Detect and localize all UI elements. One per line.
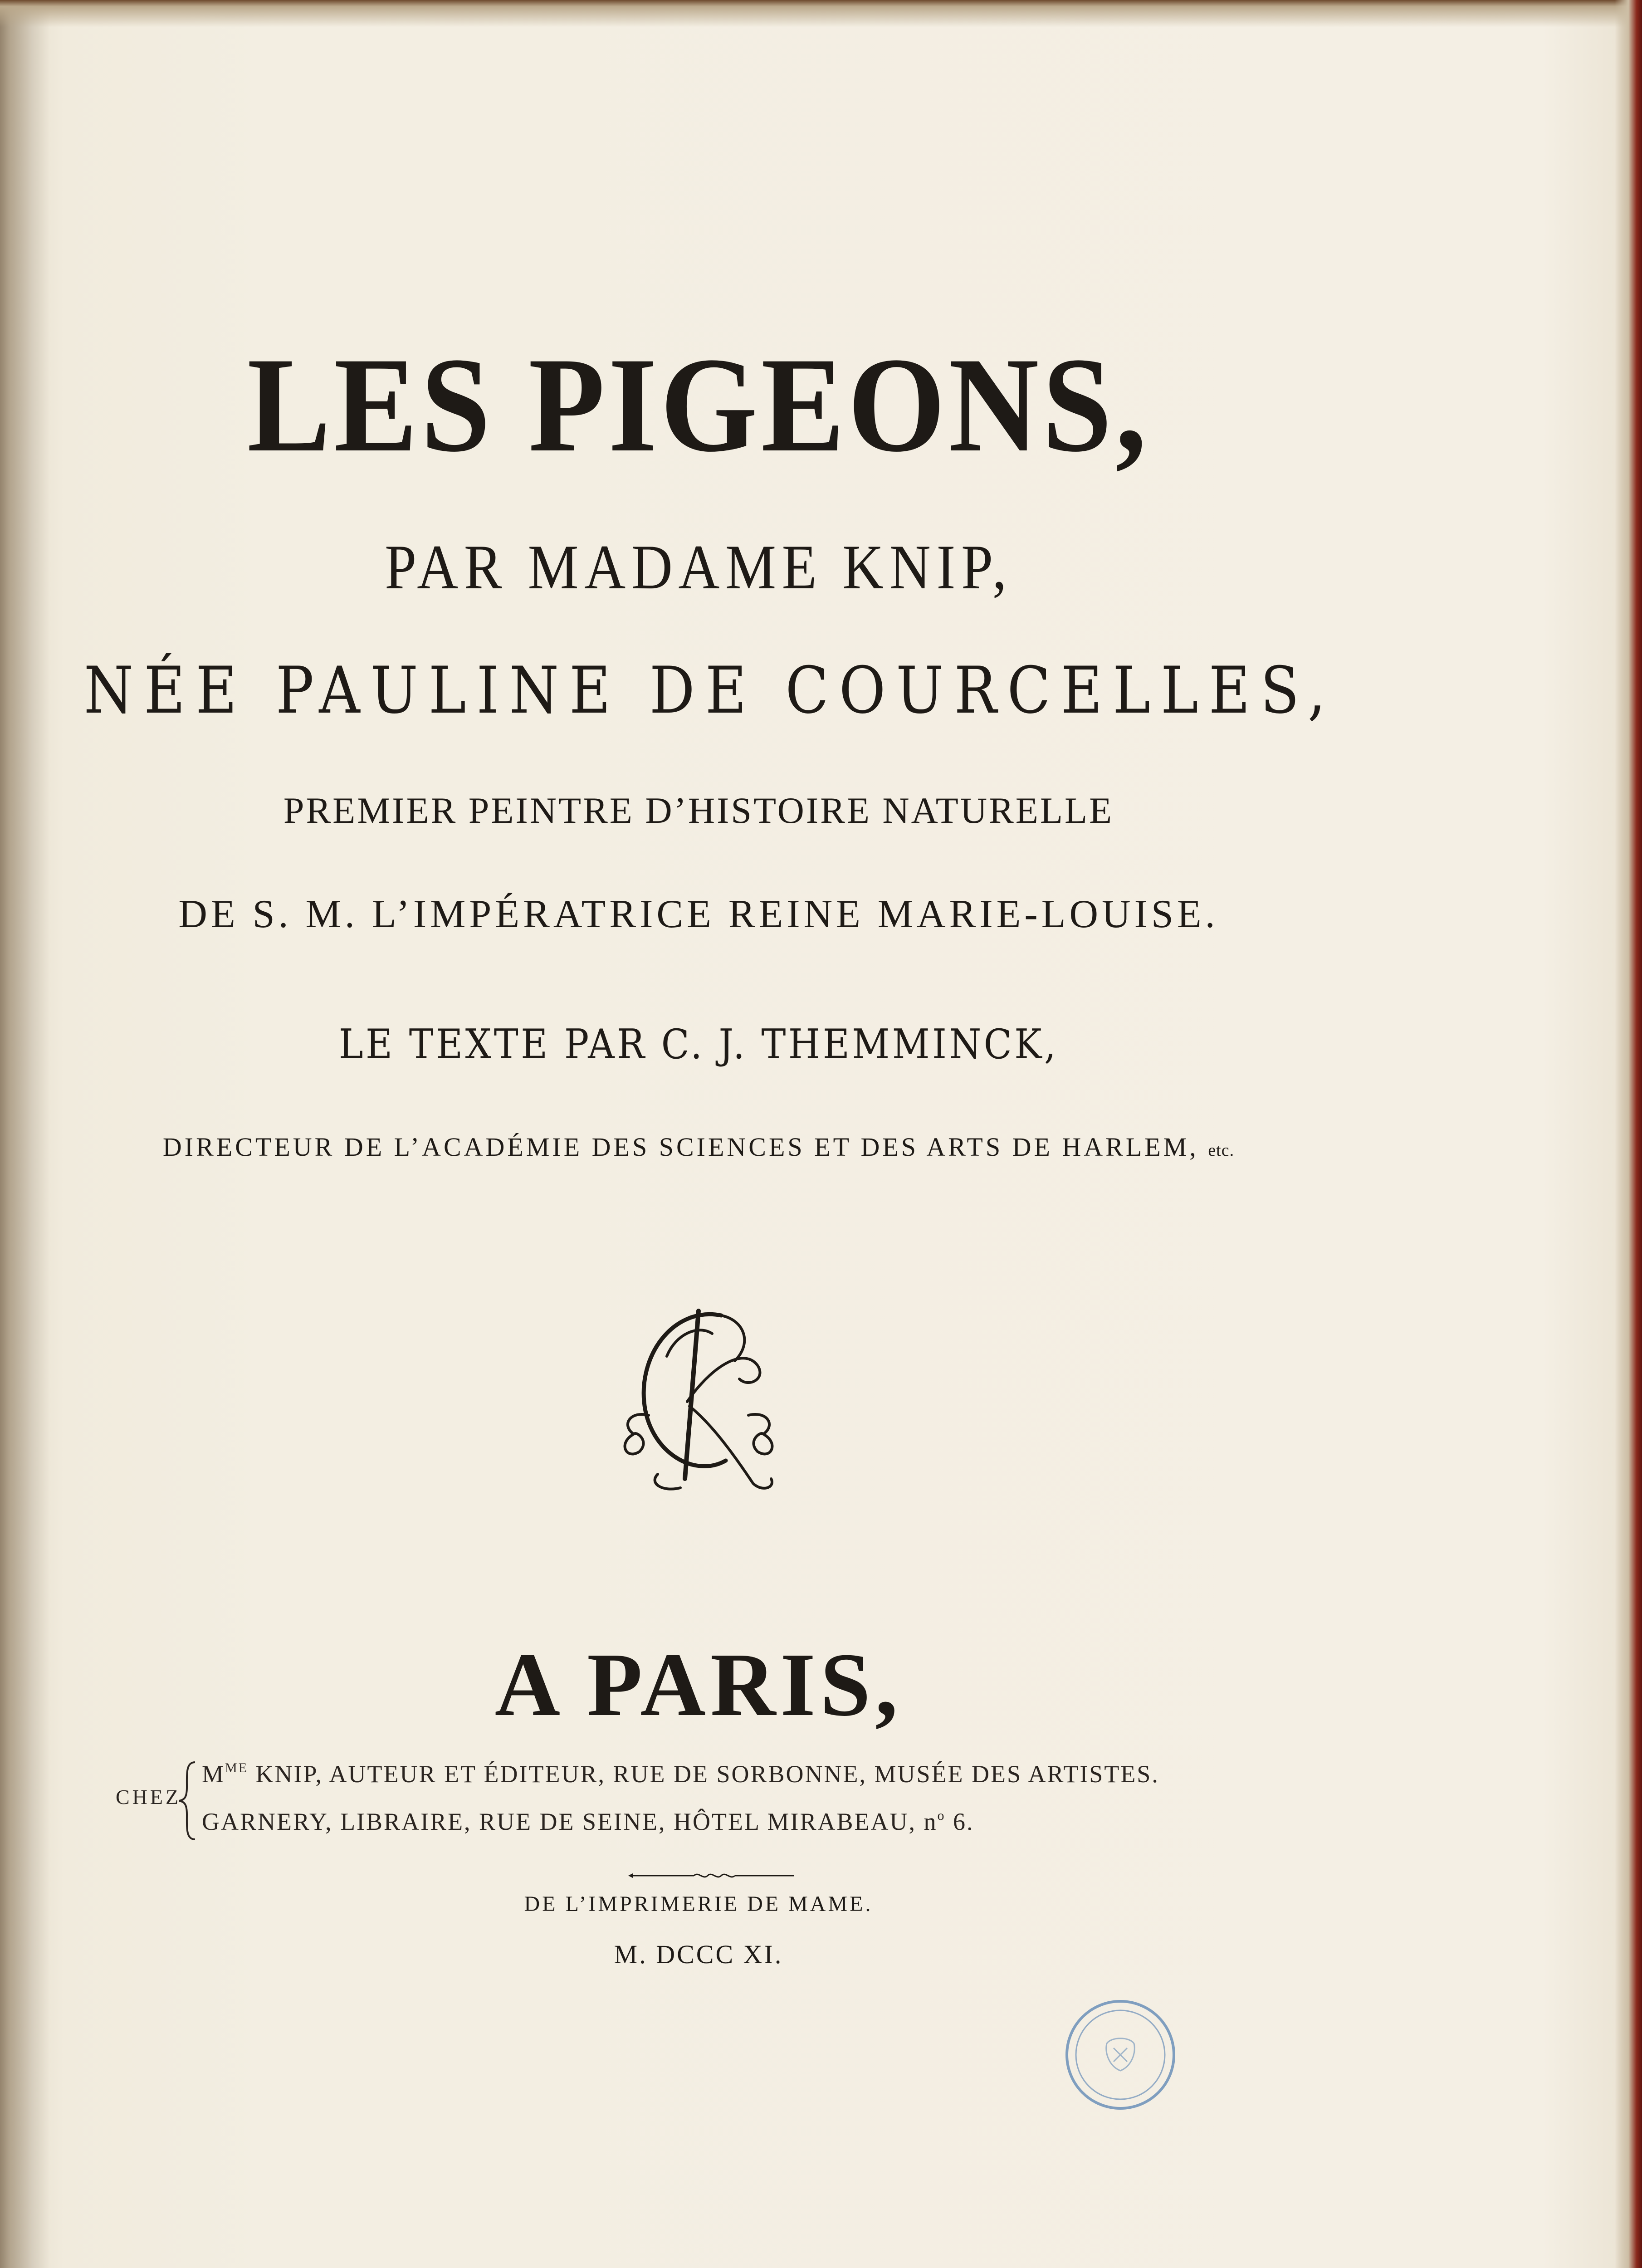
main-title: LES PIGEONS, bbox=[247, 329, 1150, 480]
publisher-garnery-main: GARNERY, LIBRAIRE, RUE DE SEINE, HÔTEL MIRABEAU, n bbox=[202, 1808, 938, 1835]
chez-label: CHEZ bbox=[116, 1785, 181, 1809]
imprimerie-line: DE L’IMPRIMERIE DE MAME. bbox=[524, 1892, 873, 1916]
premier-line: PREMIER PEINTRE D’HISTOIRE NATURELLE bbox=[283, 790, 1114, 831]
texte-line: LE TEXTE PAR C. J. THEMMINCK, bbox=[338, 1021, 1059, 1068]
ck-monogram-icon bbox=[608, 1297, 789, 1497]
directeur-etc: etc. bbox=[1208, 1141, 1235, 1160]
publisher-knip-rest: KNIP, AUTEUR ET ÉDITEUR, RUE DE SORBONNE, MUSÉE DES ARTISTES. bbox=[248, 1760, 1159, 1788]
directeur-line bbox=[0, 1132, 1397, 1162]
publisher-garnery bbox=[202, 1808, 974, 1836]
year-line: M. DCCC XI. bbox=[614, 1940, 783, 1969]
publisher-knip-prefix: M bbox=[202, 1760, 225, 1788]
publisher-garnery-sup: o bbox=[937, 1808, 946, 1823]
ornamental-rule-icon bbox=[626, 1869, 798, 1882]
place-heading: A PARIS, bbox=[494, 1635, 903, 1735]
publisher-garnery-rest: 6. bbox=[945, 1808, 974, 1835]
author-line: PAR MADAME KNIP, bbox=[385, 532, 1012, 602]
directeur-text: DIRECTEUR DE L’ACADÉMIE DES SCIENCES ET DES ARTS DE HARLEM, bbox=[162, 1132, 1199, 1162]
brace-icon bbox=[177, 1760, 200, 1842]
top-edge bbox=[0, 0, 1642, 27]
imperatrice-line: DE S. M. L’IMPÉRATRICE REINE MARIE-LOUISE. bbox=[178, 892, 1219, 936]
publisher-knip-sup: ME bbox=[225, 1760, 249, 1775]
right-edge-binding bbox=[1615, 0, 1642, 2268]
library-stamp-icon bbox=[1059, 1994, 1182, 2116]
publisher-knip bbox=[202, 1760, 1159, 1788]
nee-line: NÉE PAULINE DE COURCELLES, bbox=[83, 653, 1336, 728]
